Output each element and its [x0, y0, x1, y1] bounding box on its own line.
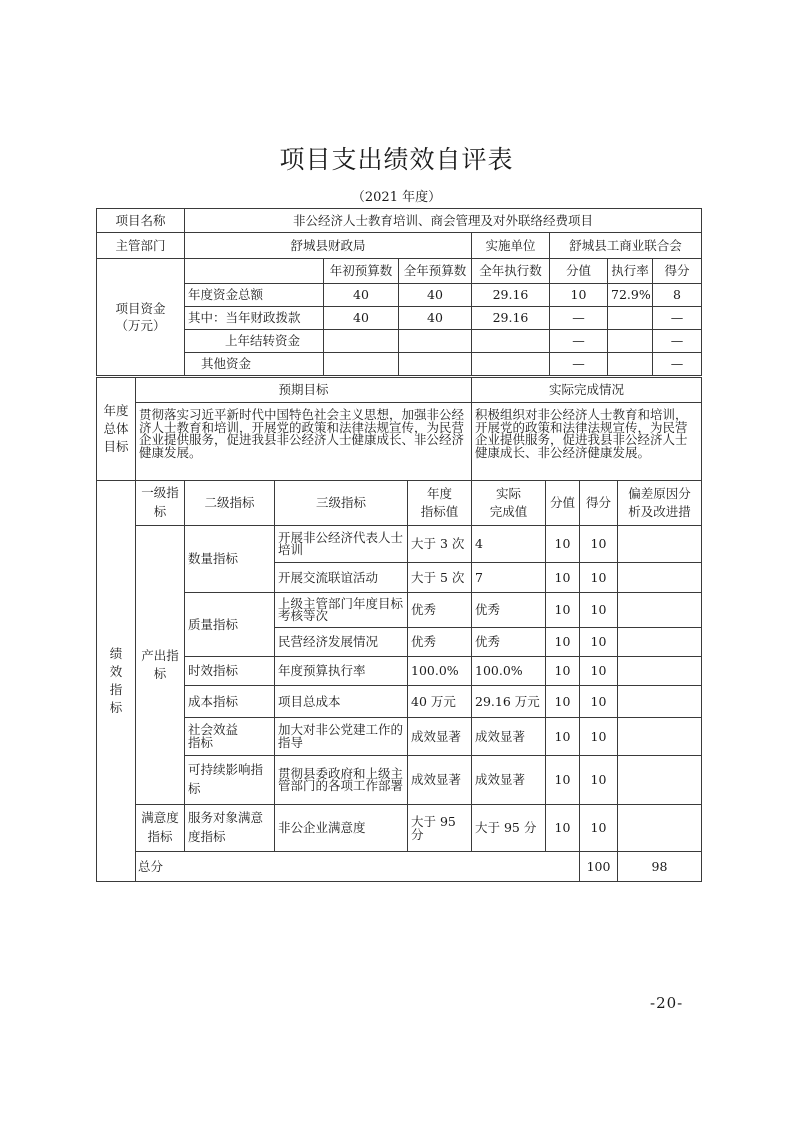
target-value: 优秀 — [408, 628, 472, 657]
indicator-row — [97, 526, 702, 563]
header-deviation-line: 析及改进措 — [628, 504, 691, 519]
header-deviation-line: 偏差原因分 — [628, 485, 691, 501]
output-label-line: 标 — [153, 666, 167, 681]
funds-table — [96, 208, 702, 376]
funds-row-annual — [399, 330, 472, 353]
report-year: （2021 年度） — [351, 190, 442, 205]
header-target — [408, 481, 472, 526]
score-value: 10 — [580, 686, 618, 718]
project-name-row — [97, 209, 702, 233]
goals-header-row — [97, 378, 702, 403]
total-label: 总分 — [136, 852, 580, 882]
level2-indicator — [185, 805, 275, 852]
actual-value: 优秀 — [472, 628, 546, 657]
funds-row-score: 8 — [653, 284, 702, 307]
score-value: 10 — [580, 563, 618, 593]
indicator-row — [97, 686, 702, 718]
target-value: 优秀 — [408, 593, 472, 628]
header-deviation — [618, 481, 702, 526]
level2-line: 社会效益 — [188, 722, 239, 737]
funds-row-executed: 29.16 — [472, 284, 550, 307]
funds-row-initial — [324, 353, 399, 376]
page-number: -20- — [650, 994, 684, 1012]
score-value: 10 — [580, 628, 618, 657]
level2-line: 服务对象满意 — [188, 810, 264, 826]
funds-row-name: 其中：当年财政拨款 — [185, 307, 324, 330]
funds-row-rate — [608, 330, 653, 353]
weight-value: 10 — [546, 805, 580, 852]
deviation-value — [618, 718, 702, 756]
level2-indicator — [185, 756, 275, 805]
deviation-value — [618, 686, 702, 718]
weight-value: 10 — [546, 628, 580, 657]
col-annual-budget: 全年预算数 — [399, 259, 472, 284]
project-name-value: 非公经济人士教育培训、商会管理及对外联络经费项目 — [185, 209, 702, 233]
header-actual — [472, 481, 546, 526]
level2-indicator: 时效指标 — [185, 657, 275, 686]
deviation-value — [618, 756, 702, 805]
goals-label — [97, 378, 136, 481]
department-value: 舒城县财政局 — [185, 233, 472, 259]
level3-indicator: 贯彻县委政府和上级主管部门的各项工作部署 — [275, 756, 408, 805]
target-value: 100.0% — [408, 657, 472, 686]
level2-indicator: 数量指标 — [185, 526, 275, 593]
weight-value: 10 — [546, 593, 580, 628]
level3-indicator: 非公企业满意度 — [275, 805, 408, 852]
indicator-row — [97, 805, 702, 852]
actual-value: 4 — [472, 526, 546, 563]
actual-value: 成效显著 — [472, 718, 546, 756]
implementer-label: 实施单位 — [472, 233, 550, 259]
goals-label-line: 年度 — [103, 402, 129, 418]
funds-row — [97, 353, 702, 376]
department-row — [97, 233, 702, 259]
indicator-row — [97, 593, 702, 628]
actual-value: 29.16 万元 — [472, 686, 546, 718]
indicator-row — [97, 756, 702, 805]
expected-goal-text: 贯彻落实习近平新时代中国特色社会主义思想，加强非公经济人士教育和培训，开展党的政策和法律法规宣传，为民营企业提供服务，促进我县非公经济人士健康成长、非公经济健康发展。 — [136, 403, 472, 481]
header-weight: 分值 — [546, 481, 580, 526]
satisfaction-label-line: 满意度 — [141, 810, 179, 826]
project-name-label: 项目名称 — [97, 209, 185, 233]
target-value: 大于 3 次 — [408, 526, 472, 563]
satisfaction-indicator-label — [136, 805, 185, 852]
funds-row-name: 其他资金 — [185, 353, 324, 376]
actual-value: 优秀 — [472, 593, 546, 628]
satisfaction-label-line: 指标 — [147, 829, 173, 844]
funds-row-score: — — [653, 353, 702, 376]
expected-goal-header: 预期目标 — [136, 378, 472, 403]
level3-indicator: 年度预算执行率 — [275, 657, 408, 686]
weight-value: 10 — [546, 526, 580, 563]
weight-value: 10 — [546, 563, 580, 593]
level2-line: 标 — [188, 781, 201, 796]
funds-row-annual — [399, 353, 472, 376]
col-executed: 全年执行数 — [472, 259, 550, 284]
goals-label-line: 总体 — [103, 420, 129, 436]
funds-row-name: 上年结转资金 — [185, 330, 324, 353]
funds-row-annual: 40 — [399, 307, 472, 330]
output-indicator-label — [136, 526, 185, 805]
actual-value: 100.0% — [472, 657, 546, 686]
header-target-line: 年度 — [426, 485, 452, 501]
funds-row-rate — [608, 353, 653, 376]
level2-indicator: 成本指标 — [185, 686, 275, 718]
target-value: 40 万元 — [408, 686, 472, 718]
score-value: 10 — [580, 657, 618, 686]
actual-value: 7 — [472, 563, 546, 593]
header-target-line: 指标值 — [420, 504, 459, 519]
weight-value: 10 — [546, 686, 580, 718]
header-level3: 三级指标 — [275, 481, 408, 526]
deviation-value — [618, 593, 702, 628]
weight-value: 10 — [546, 756, 580, 805]
funds-row-executed — [472, 353, 550, 376]
level2-line: 可持续影响指 — [188, 762, 264, 778]
funds-row-weight: — — [550, 353, 608, 376]
level3-indicator: 开展非公经济代表人士培训 — [275, 526, 408, 563]
target-value: 成效显著 — [408, 756, 472, 805]
deviation-value — [618, 628, 702, 657]
funds-row-weight: — — [550, 307, 608, 330]
col-rate: 执行率 — [608, 259, 653, 284]
funds-row-score: — — [653, 330, 702, 353]
department-label: 主管部门 — [97, 233, 185, 259]
header-level2: 二级指标 — [185, 481, 275, 526]
performance-label-line: 效 — [109, 663, 123, 679]
funds-row-annual: 40 — [399, 284, 472, 307]
level3-indicator: 上级主管部门年度目标考核等次 — [275, 593, 408, 628]
col-initial-budget: 年初预算数 — [324, 259, 399, 284]
level2-indicator — [185, 718, 275, 756]
level3-indicator: 民营经济发展情况 — [275, 628, 408, 657]
funds-row-weight: 10 — [550, 284, 608, 307]
header-score: 得分 — [580, 481, 618, 526]
funds-row-initial: 40 — [324, 307, 399, 330]
target-value: 成效显著 — [408, 718, 472, 756]
col-weight: 分值 — [550, 259, 608, 284]
funds-row-executed: 29.16 — [472, 307, 550, 330]
performance-label-line: 标 — [109, 700, 123, 716]
deviation-value — [618, 563, 702, 593]
target-value: 大于 95 分 — [408, 805, 472, 852]
deviation-value — [618, 526, 702, 563]
page-title: 项目支出绩效自评表 — [279, 145, 514, 174]
funds-row-rate — [608, 307, 653, 330]
funds-corner-cell — [185, 259, 324, 284]
goals-table — [96, 377, 702, 481]
actual-result-text: 积极组织对非公经济人士教育和培训，开展党的政策和法律法规宣传，为民营企业提供服务，促进我县非公经济人士健康成长、非公经济健康发展。 — [472, 403, 702, 481]
weight-value: 10 — [546, 657, 580, 686]
header-actual-line: 实际 — [495, 485, 521, 501]
goals-content-row — [97, 403, 702, 481]
funds-row-name: 年度资金总额 — [185, 284, 324, 307]
level3-indicator: 加大对非公党建工作的指导 — [275, 718, 408, 756]
funds-label — [97, 259, 185, 376]
total-score: 98 — [618, 852, 702, 882]
output-label-line: 产出指 — [141, 647, 179, 663]
header-level1 — [136, 481, 185, 526]
performance-label-line: 绩 — [109, 645, 123, 661]
total-row — [97, 852, 702, 882]
deviation-value — [618, 657, 702, 686]
total-weight: 100 — [580, 852, 618, 882]
level3-indicator: 项目总成本 — [275, 686, 408, 718]
score-value: 10 — [580, 718, 618, 756]
actual-value: 大于 95 分 — [472, 805, 546, 852]
funds-row — [97, 307, 702, 330]
goals-label-line: 目标 — [103, 439, 129, 455]
score-value: 10 — [580, 526, 618, 563]
performance-label-line: 指 — [109, 682, 123, 697]
level2-line: 度指标 — [188, 829, 226, 844]
score-value: 10 — [580, 756, 618, 805]
funds-row-executed — [472, 330, 550, 353]
deviation-value — [618, 805, 702, 852]
funds-header-row — [97, 259, 702, 284]
funds-row-rate: 72.9% — [608, 284, 653, 307]
actual-value: 成效显著 — [472, 756, 546, 805]
indicator-row — [97, 718, 702, 756]
col-score: 得分 — [653, 259, 702, 284]
level2-line: 指标 — [188, 734, 214, 750]
funds-row — [97, 284, 702, 307]
score-value: 10 — [580, 805, 618, 852]
funds-row-initial — [324, 330, 399, 353]
weight-value: 10 — [546, 718, 580, 756]
funds-label-line2: （万元） — [115, 317, 166, 333]
funds-label-line1: 项目资金 — [115, 301, 166, 317]
target-value: 大于 5 次 — [408, 563, 472, 593]
performance-section-label — [97, 481, 136, 882]
score-value: 10 — [580, 593, 618, 628]
level2-indicator: 质量指标 — [185, 593, 275, 657]
funds-row-initial: 40 — [324, 284, 399, 307]
level3-indicator: 开展交流联谊活动 — [275, 563, 408, 593]
performance-table — [96, 480, 702, 882]
indicator-row — [97, 657, 702, 686]
performance-header-row — [97, 481, 702, 526]
funds-row — [97, 330, 702, 353]
implementer-value: 舒城县工商业联合会 — [550, 233, 702, 259]
funds-row-score: — — [653, 307, 702, 330]
funds-row-weight: — — [550, 330, 608, 353]
header-level1-text: 一级指标 — [141, 485, 179, 519]
actual-result-header: 实际完成情况 — [472, 378, 702, 403]
header-actual-line: 完成值 — [489, 504, 528, 519]
